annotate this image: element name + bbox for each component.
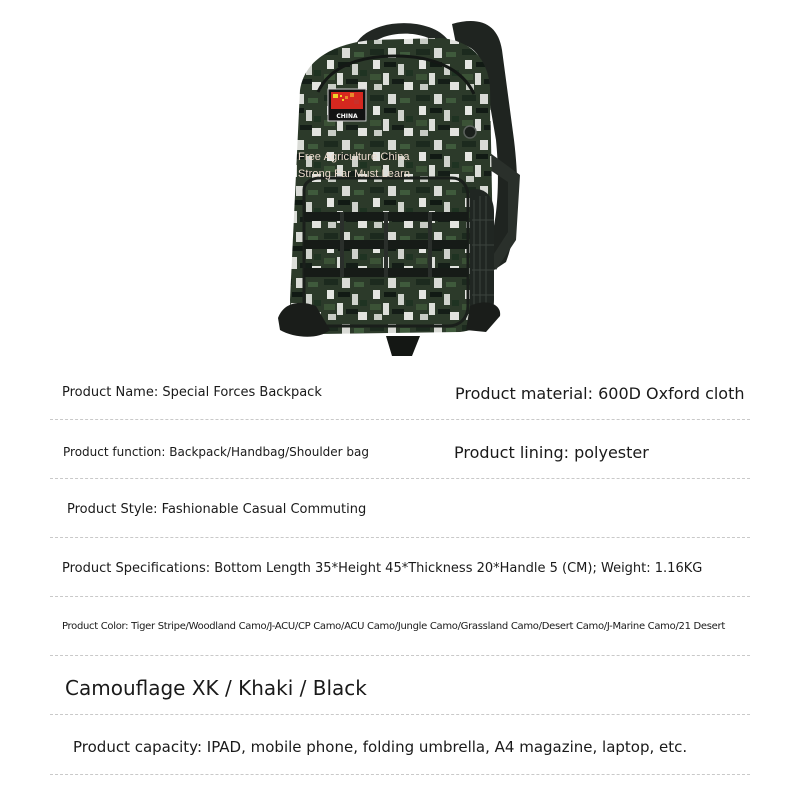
- spec-material: Product material: 600D Oxford cloth: [455, 384, 745, 403]
- divider: [50, 774, 750, 775]
- divider: [50, 537, 750, 538]
- backpack-illustration: [0, 0, 800, 362]
- spec-row-function-lining: [0, 443, 800, 463]
- spec-row-style: [0, 501, 800, 521]
- divider: [50, 596, 750, 597]
- spec-color: Product Color: Tiger Stripe/Woodland Camo/J-ACU/CP Camo/ACU Camo/Jungle Camo/Grassland Camo/Desert Camo/J-Marine Camo/21 Desert: [62, 621, 725, 632]
- flag-patch: [328, 89, 366, 121]
- spec-row-color-continued: [0, 676, 800, 704]
- divider: [50, 655, 750, 656]
- spec-style: Product Style: Fashionable Casual Commuting: [67, 502, 367, 517]
- product-image: [0, 0, 800, 362]
- divider: [50, 478, 750, 479]
- overlay-text-line-1: Free Agriculture China: [298, 151, 410, 163]
- spec-row-name-material: [0, 384, 800, 404]
- patch-label: CHINA: [336, 113, 358, 120]
- spec-color-continued: Camouflage XK / Khaki / Black: [65, 676, 367, 700]
- divider: [50, 419, 750, 420]
- spec-capacity: Product capacity: IPAD, mobile phone, folding umbrella, A4 magazine, laptop, etc.: [73, 738, 688, 756]
- overlay-text-line-2: Strong Far Must Learn: [298, 168, 411, 180]
- spec-name: Product Name: Special Forces Backpack: [62, 385, 322, 400]
- spec-lining: Product lining: polyester: [454, 443, 649, 462]
- spec-row-specifications: [0, 560, 800, 580]
- spec-function: Product function: Backpack/Handbag/Shoulder bag: [63, 445, 370, 459]
- spec-row-capacity: [0, 737, 800, 759]
- divider: [50, 714, 750, 715]
- spec-row-color: [0, 619, 800, 637]
- spec-specifications: Product Specifications: Bottom Length 35*Height 45*Thickness 20*Handle 5 (CM); Weight: 1.16KG: [62, 561, 703, 576]
